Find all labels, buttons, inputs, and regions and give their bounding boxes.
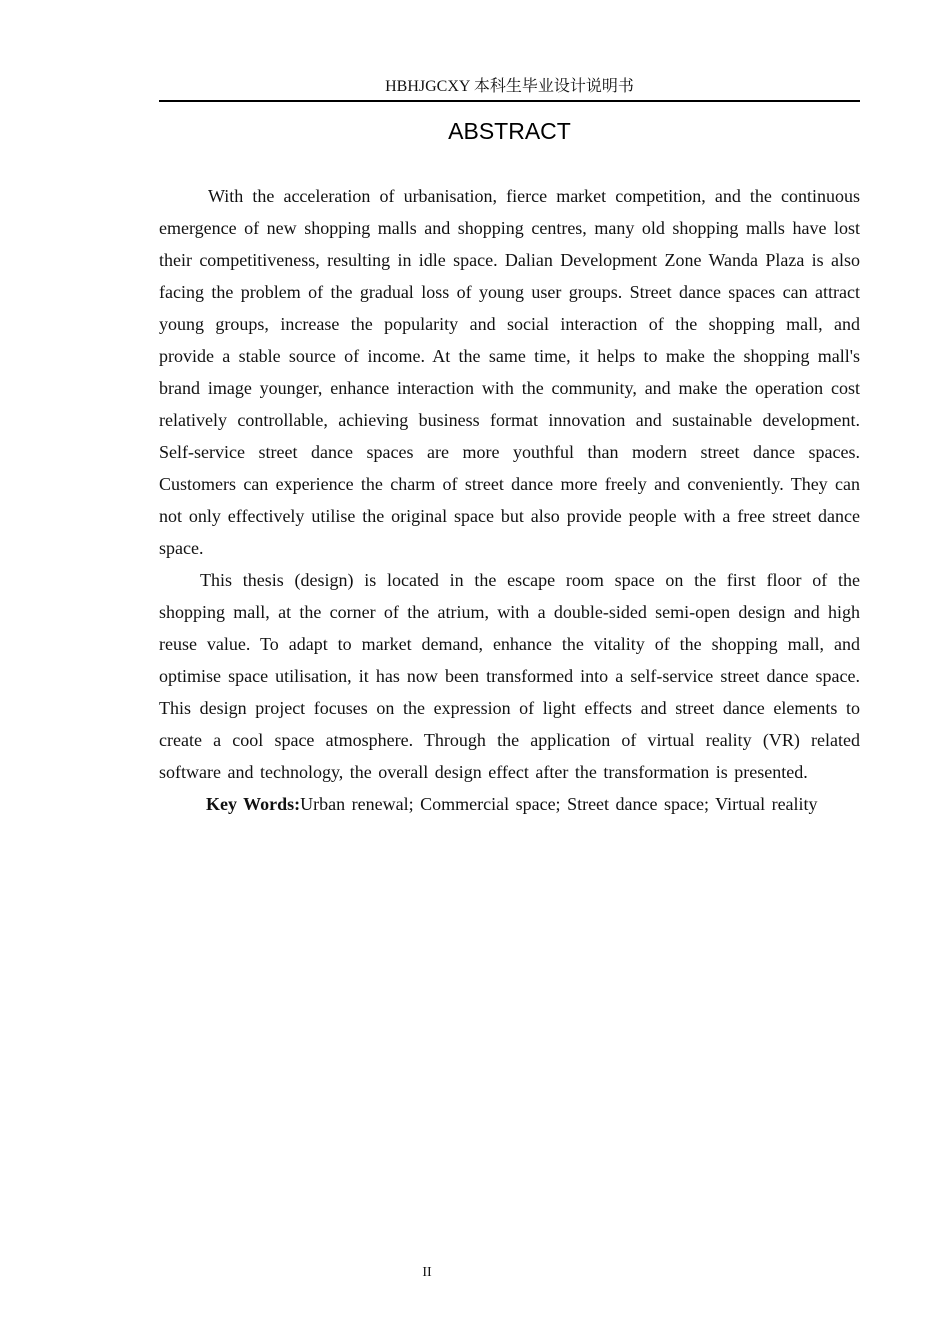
abstract-title: ABSTRACT <box>448 118 571 144</box>
keywords-label: Key Words: <box>206 794 301 814</box>
page-number: II <box>422 1265 432 1280</box>
keywords-line <box>159 788 860 820</box>
running-header: HBHJGCXY 本科生毕业设计说明书 <box>385 78 634 95</box>
keywords-text: Urban renewal; Commercial space; Street dance space; Virtual reality <box>300 794 818 814</box>
abstract-paragraph-2: This thesis (design) is located in the escape room space on the first floor of the shopping mall, at the corner of the atrium, with a double-sided semi-open design and high reuse value. To adapt to market demand, enhance the vitality of the shopping mall, and optimise space utilisation, it has now been transformed into a self-service street dance space. This design project focuses on the expression of light effects and street dance elements to create a cool space atmosphere. Through the application of virtual reality (VR) related software and technology, the overall design effect after the transformation is presented. <box>159 570 860 782</box>
abstract-paragraph-1: With the acceleration of urbanisation, fierce market competition, and the continuous emergence of new shopping malls and shopping centres, many old shopping malls have lost their competitiveness, resulting in idle space. Dalian Development Zone Wanda Plaza is also facing the problem of the gradual loss of young user groups. Street dance spaces can attract young groups, increase the popularity and social interaction of the shopping mall, and provide a stable source of income. At the same time, it helps to make the shopping mall's brand image younger, enhance interaction with the community, and make the operation cost relatively controllable, achieving business format innovation and sustainable development. Self-service street dance spaces are more youthful than modern street dance spaces. Customers can experience the charm of street dance more freely and conveniently. They can not only effectively utilise the original space but also provide people with a free street dance space. <box>159 186 860 558</box>
header-divider <box>159 100 860 102</box>
abstract-body <box>159 180 860 820</box>
